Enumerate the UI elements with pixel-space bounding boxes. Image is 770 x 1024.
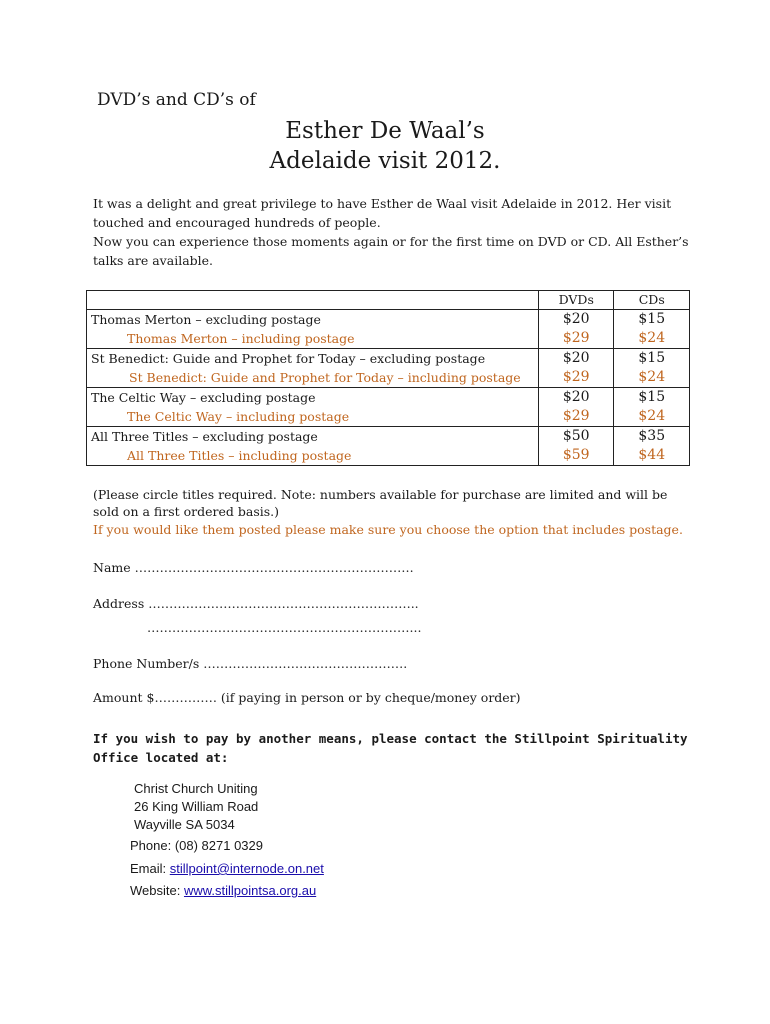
main-title-line1: Esther De Waal’s xyxy=(285,118,485,144)
cd-price-excluding: $15 xyxy=(638,311,666,327)
address-line2: 26 King William Road xyxy=(134,799,259,814)
dvd-price-cell xyxy=(538,310,614,349)
title-excluding-postage: St Benedict: Guide and Prophet for Today – excluding postage xyxy=(91,351,486,366)
contact-website xyxy=(130,883,316,898)
dvd-price-excluding: $20 xyxy=(562,350,590,366)
cd-price-excluding: $35 xyxy=(638,428,666,444)
title-including-postage: All Three Titles – including postage xyxy=(127,448,352,463)
row-description xyxy=(87,310,539,349)
title-including-postage: The Celtic Way – including postage xyxy=(127,409,350,424)
address-line1: Christ Church Uniting xyxy=(134,781,258,796)
dvd-price-including: $29 xyxy=(562,408,590,424)
price-table-header xyxy=(87,291,690,310)
cd-price-excluding: $15 xyxy=(638,350,666,366)
address-field-line1: Address ……………………………………………………….. xyxy=(93,596,419,611)
title-excluding-postage: All Three Titles – excluding postage xyxy=(91,429,318,444)
postage-note: If you would like them posted please make sure you choose the option that includes postage. xyxy=(93,522,683,537)
name-field: Name …………………………………………………………. xyxy=(93,560,414,575)
dvd-price-including: $29 xyxy=(562,330,590,346)
dvd-price-including: $29 xyxy=(562,369,590,385)
table-row xyxy=(87,310,690,349)
cd-price-including: $24 xyxy=(638,369,666,385)
dvd-price-cell xyxy=(538,349,614,388)
row-description xyxy=(87,427,539,466)
row-description xyxy=(87,349,539,388)
dvd-price-excluding: $50 xyxy=(562,428,590,444)
payment-heading: If you wish to pay by another means, please contact the Stillpoint Spirituality Office located at: xyxy=(93,731,688,765)
cd-price-excluding: $15 xyxy=(638,389,666,405)
website-label: Website: xyxy=(130,883,181,898)
dvd-price-cell xyxy=(538,388,614,427)
intro-paragraph-1: It was a delight and great privilege to have Esther de Waal visit Adelaide in 2012. Her visit touched and encouraged hundreds of people. xyxy=(93,196,672,230)
cd-price-cell xyxy=(614,427,690,466)
amount-field: Amount $…………… (if paying in person or by cheque/money order) xyxy=(93,690,521,705)
intro-paragraph-2: Now you can experience those moments again or for the first time on DVD or CD. All Esther’s talks are available. xyxy=(93,234,689,268)
table-row xyxy=(87,349,690,388)
title-excluding-postage: Thomas Merton – excluding postage xyxy=(91,312,321,327)
small-title: DVD’s and CD’s of xyxy=(97,90,256,110)
email-link[interactable]: stillpoint@internode.on.net xyxy=(169,861,324,876)
dvd-price-excluding: $20 xyxy=(562,311,590,327)
price-table xyxy=(86,290,690,466)
address-line3: Wayville SA 5034 xyxy=(134,817,235,832)
cd-price-including: $24 xyxy=(638,330,666,346)
dvd-price-including: $59 xyxy=(562,447,590,463)
contact-phone: Phone: (08) 8271 0329 xyxy=(130,838,263,853)
email-label: Email: xyxy=(130,861,167,876)
contact-email xyxy=(130,861,324,876)
dvd-price-excluding: $20 xyxy=(562,389,590,405)
title-including-postage: St Benedict: Guide and Prophet for Today – including postage xyxy=(129,370,521,385)
cd-price-including: $24 xyxy=(638,408,666,424)
header-description xyxy=(87,291,539,310)
header-cds: CDs xyxy=(614,291,690,310)
cd-price-cell xyxy=(614,388,690,427)
cd-price-including: $44 xyxy=(638,447,666,463)
table-row xyxy=(87,388,690,427)
row-description xyxy=(87,388,539,427)
dvd-price-cell xyxy=(538,427,614,466)
address-field-line2: ………………………………………………………... xyxy=(147,620,422,635)
table-row xyxy=(87,427,690,466)
header-dvds: DVDs xyxy=(538,291,614,310)
title-excluding-postage: The Celtic Way – excluding postage xyxy=(91,390,316,405)
phone-field: Phone Number/s …………………………………………. xyxy=(93,656,408,671)
cd-price-cell xyxy=(614,349,690,388)
cd-price-cell xyxy=(614,310,690,349)
website-link[interactable]: www.stillpointsa.org.au xyxy=(183,883,317,898)
main-title-line2: Adelaide visit 2012. xyxy=(269,148,501,174)
title-including-postage: Thomas Merton – including postage xyxy=(127,331,355,346)
availability-note: (Please circle titles required. Note: numbers available for purchase are limited and will be sold on a first ordered basis.) xyxy=(93,487,668,519)
